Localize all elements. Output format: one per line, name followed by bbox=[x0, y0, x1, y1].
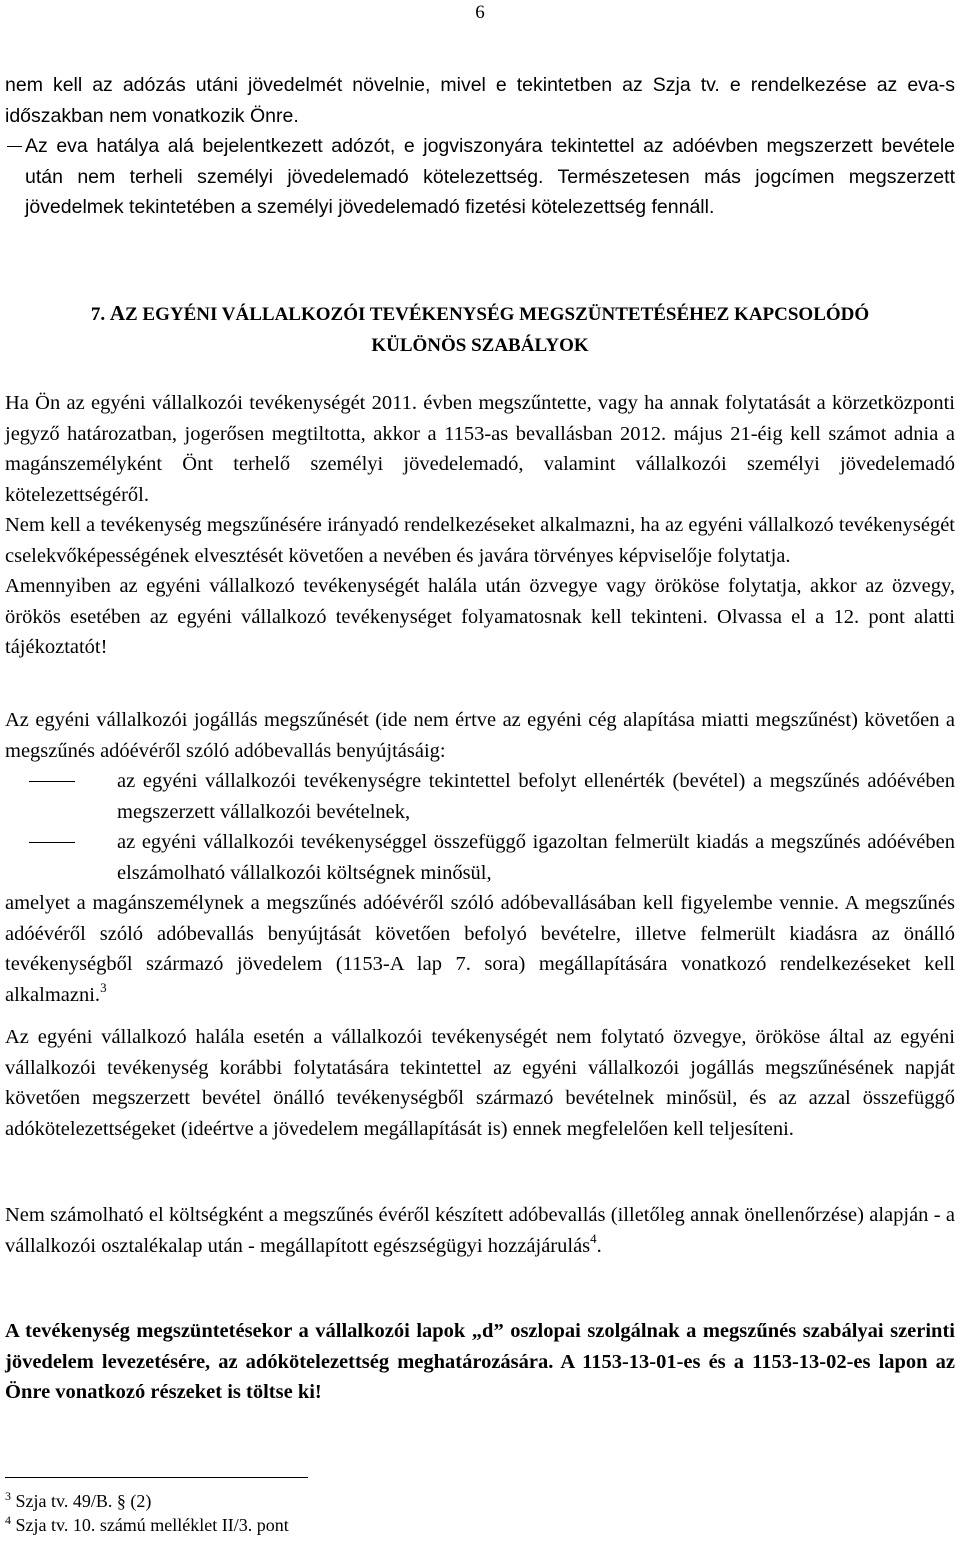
section-heading bbox=[0, 298, 960, 361]
intro-text bbox=[5, 70, 955, 223]
body-paragraph-6 bbox=[5, 1200, 955, 1261]
body-paragraph-7-bold: A tevékenység megszüntetésekor a vállalkozói lapok „d” oszlopai szolgálnak a megszűnés szabályai szerinti jövedelem levezetésére, az adókötelezettség meghatározására. A 1153-13-01-es és a 1153-13-02-es lapon az Önre vonatkozó részeket is töltse ki! bbox=[5, 1320, 955, 1403]
body-paragraph-3: Amennyiben az egyéni vállalkozó tevékenységét halála után özvegye vagy örököse folytatja, akkor az özvegy, örökös esetében az egyéni vállalkozó tevékenységet folyamatosnak kell tekinteni. Olvassa el a 12. pont alatti tájékoztatót! bbox=[5, 575, 955, 658]
intro-paragraph-1: nem kell az adózás utáni jövedelmét növelnie, mivel e tekintetben az Szja tv. e rendelkezése az eva-s időszakban nem vonatkozik Önre. bbox=[5, 74, 955, 127]
footnote-ref-4: 4 bbox=[590, 1230, 597, 1246]
section-number: 7. bbox=[90, 304, 106, 325]
body-paragraph-2: Nem kell a tevékenység megszűnésére irányadó rendelkezéseket alkalmazni, ha az egyéni vállalkozó tevékenységét cselekvőképességének elvesztését követően a nevében és javára törvényes képviselője folytatja. bbox=[5, 514, 955, 567]
footnote-number: 4 bbox=[5, 1513, 11, 1527]
footnote-ref-3: 3 bbox=[100, 979, 107, 995]
footnote-text: Szja tv. 10. számú melléklet II/3. pont bbox=[15, 1515, 289, 1535]
section-title-line-1: Z EGYÉNI VÁLLALKOZÓI TEVÉKENYSÉG MEGSZÜNTETÉSÉHEZ KAPCSOLÓDÓ bbox=[124, 304, 870, 325]
body-paragraph-4-intro: Az egyéni vállalkozói jogállás megszűnését (ide nem értve az egyéni cég alapítása miatti megszűnést) követően a megszűnés adóévéről szóló adóbevallás benyújtásáig: bbox=[5, 709, 955, 762]
body-paragraph-5: Az egyéni vállalkozó halála esetén a vállalkozói tevékenységét nem folytató özvegye, örököse által az egyéni vállalkozói tevékenység korábbi folytatására tekintettel az egyéni vállalkozói jogállás megszűnésének napját követően megszerzett bevétel önálló tevékenységből származó bevételnek minősül, és az azzal összefüggő adókötelezettségeket (ideértve a jövedelem megállapítását is) ennek megfelelően kell teljesíteni. bbox=[5, 1026, 955, 1140]
list-item: az egyéni vállalkozói tevékenységre tekintettel befolyt ellenérték (bevétel) a megszűnés adóévében megszerzett vállalkozói bevételnek, bbox=[5, 766, 955, 827]
footnote-separator bbox=[5, 1477, 308, 1478]
body-paragraph-1: Ha Ön az egyéni vállalkozói tevékenységét 2011. évben megszűntette, vagy ha annak folytatását a körzetközponti jegyző határozatban, jogerősen megtiltotta, akkor a 1153-as bevallásban 2012. május 21-éig kell számot adnia a magánszemélyként Önt terhelő személyi jövedelemadó, valamint vállalkozói személyi jövedelemadó kötelezettségéről. bbox=[5, 392, 955, 506]
body-paragraph-4-outro bbox=[5, 888, 955, 1010]
section-title-initial: A bbox=[109, 301, 125, 325]
footnote-number: 3 bbox=[5, 1489, 11, 1503]
intro-paragraph-2: Az eva hatálya alá bejelentkezett adózót, e jogviszonyára tekintettel az adóévben megszerzett bevétele után nem terheli személyi jövedelemadó kötelezettség. Természetesen más jogcímen megszerzett jövedelmek tekintetében a személyi jövedelemadó fizetési kötelezettség fennáll. bbox=[5, 131, 955, 223]
footnote-4 bbox=[5, 1514, 289, 1537]
section-body-1 bbox=[5, 388, 955, 663]
footnote-3 bbox=[5, 1490, 151, 1513]
page-number: 6 bbox=[475, 2, 485, 23]
section-heading-line-1 bbox=[0, 298, 960, 330]
body-paragraph-4-outro-text: amelyet a magánszemélynek a megszűnés adóévéről szóló adóbevallásában kell figyelembe vennie. A megszűnés adóévéről szóló adóbevallás benyújtását követően befolyó bevételre, illetve felmerült kiadásra az önálló tevékenységből származó jövedelem (1153-A lap 7. sora) megállapítására vonatkozó rendelkezéseket kell alkalmazni. bbox=[5, 892, 955, 1006]
list-item: az egyéni vállalkozói tevékenységgel összefüggő igazoltan felmerült kiadás a megszűnés adóévében elszámolható vállalkozói költségnek minősül, bbox=[5, 827, 955, 888]
body-paragraph-6-end: . bbox=[596, 1234, 602, 1257]
section-body-5 bbox=[5, 1316, 955, 1408]
body-paragraph-6-text: Nem számolható el költségként a megszűnés évéről készített adóbevallás (illetőleg annak önellenőrzése) alapján - a vállalkozói osztalékalap után - megállapított egészségügyi hozzájárulás bbox=[5, 1204, 955, 1257]
section-body-4 bbox=[5, 1200, 955, 1261]
section-body-2 bbox=[5, 705, 955, 1010]
section-body-3 bbox=[5, 1022, 955, 1144]
section-title-line-2: KÜLÖNÖS SZABÁLYOK bbox=[371, 335, 589, 356]
footnote-text: Szja tv. 49/B. § (2) bbox=[15, 1491, 152, 1511]
